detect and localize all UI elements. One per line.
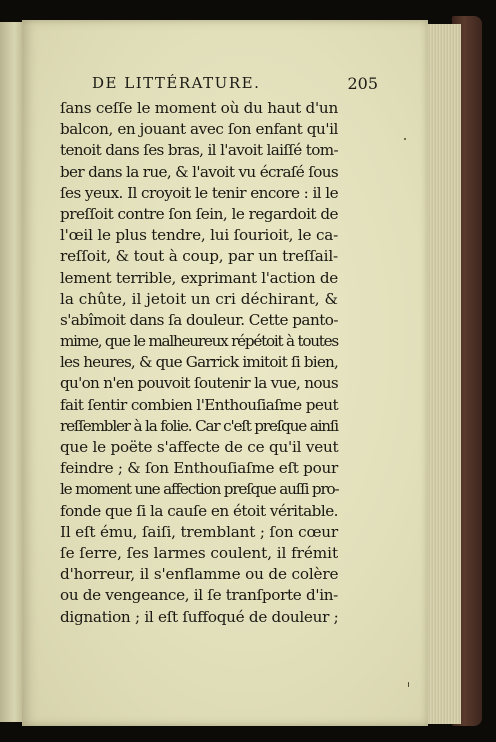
page-number: 205 <box>347 74 378 93</box>
text-line: ſans ceſſe le moment où du haut d'un <box>60 99 338 117</box>
text-line: d'horreur, il s'enflamme ou de colère <box>60 565 339 584</box>
page-stack-edge <box>426 24 461 724</box>
text-line: dignation ; il eſt ſuffoqué de douleur ; <box>60 607 339 626</box>
text-line: l'œil le plus tendre, lui ſourioit, le ca- <box>60 226 338 245</box>
text-line: feindre ; & ſon Enthouſiaſme eſt pour <box>60 459 338 478</box>
text-line: fonde que ſi la cauſe en étoit véritable. <box>60 501 338 520</box>
text-line: les heures, & que Garrick imitoit ſi bien, <box>60 353 338 372</box>
running-head-title: DE LITTÉRATURE. <box>92 74 261 92</box>
text-line: ou de vengeance, il ſe tranſporte d'in- <box>60 586 338 605</box>
text-line: tenoit dans ſes bras, il l'avoit laiſſé tom- <box>60 141 338 160</box>
text-line: s'abîmoit dans ſa douleur. Cette panto- <box>60 310 338 329</box>
running-header <box>92 74 378 96</box>
text-line: balcon, en jouant avec ſon enfant qu'il <box>60 120 338 139</box>
ink-speck <box>404 138 406 140</box>
text-line: le moment une affection preſque auſſi pro- <box>60 480 339 499</box>
text-line: Il eſt ému, ſaiſi, tremblant ; ſon cœur <box>60 522 338 541</box>
text-line: reſſoit, & tout à coup, par un treſſail- <box>60 247 338 266</box>
text-line: qu'on n'en pouvoit ſoutenir la vue, nous <box>60 374 338 393</box>
text-line: ſe ſerre, ſes larmes coulent, il frémit <box>60 543 338 562</box>
text-line: la chûte, il jetoit un cri déchirant, & <box>60 289 338 308</box>
ink-speck <box>408 682 409 687</box>
text-line: lement terrible, exprimant l'action de <box>60 268 338 287</box>
text-line: mime, que le malheureux répétoit à toutes <box>60 332 338 351</box>
body-text <box>60 98 338 628</box>
text-line: ber dans la rue, & l'avoit vu écraſé ſous <box>60 162 338 181</box>
text-line: fait ſentir combien l'Enthouſiaſme peut <box>60 395 338 414</box>
text-line: ſes yeux. Il croyoit le tenir encore : il le <box>60 183 338 202</box>
text-line: que le poëte s'affecte de ce qu'il veut <box>60 438 339 456</box>
text-line: reſſembler à la folie. Car c'eſt preſque ainſi <box>60 416 338 435</box>
text-line: preſſoit contre ſon ſein, le regardoit de <box>60 204 338 223</box>
